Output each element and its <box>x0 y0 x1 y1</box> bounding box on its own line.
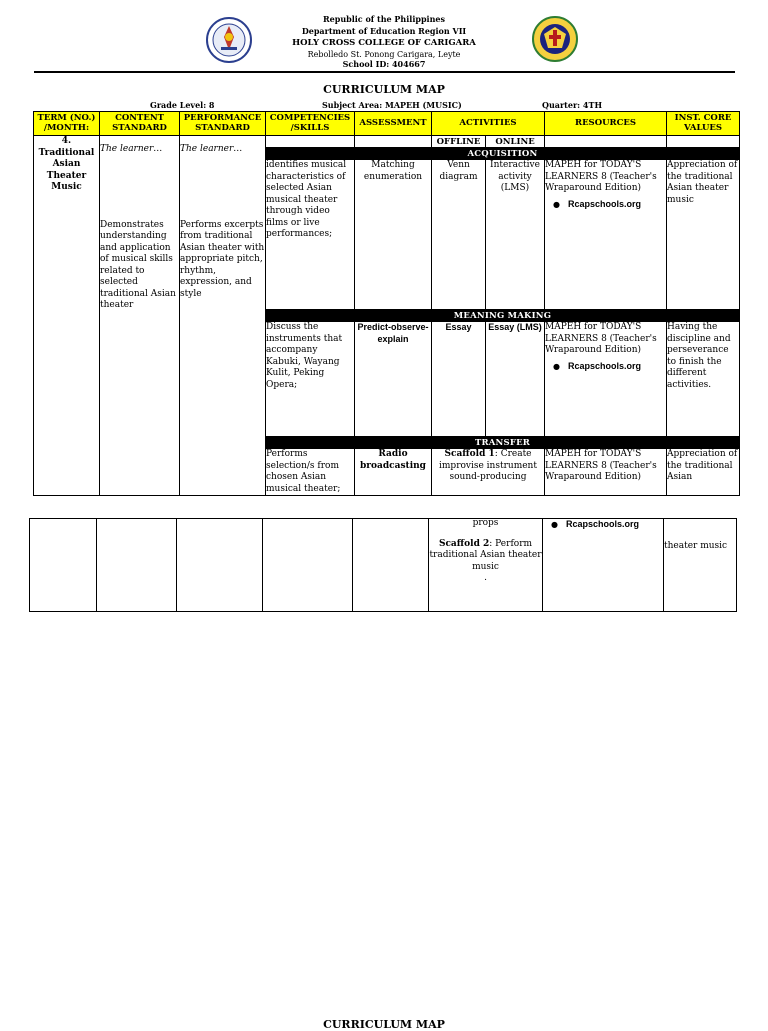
header-term: TERM (NO.) /MONTH: <box>34 112 100 136</box>
letterhead-divider <box>34 71 735 73</box>
blank-cell <box>545 136 667 148</box>
blank-cell <box>263 519 353 612</box>
blank-cell <box>30 519 97 612</box>
meaning-core-value: Having the discipline and perseverance to finish the different activities. <box>667 322 740 437</box>
header-resources: RESOURCES <box>545 112 667 136</box>
letterhead-school-name: HOLY CROSS COLLEGE OF CARIGARA <box>292 38 476 48</box>
continuation-table <box>29 518 737 612</box>
continuation-resource-link[interactable]: Rcapschools.org <box>565 519 639 529</box>
continuation-resource-item: ● Rcapschools.org <box>551 519 639 529</box>
page-title: CURRICULUM MAP <box>323 83 445 96</box>
acquisition-resource-item: ● Rcapschools.org <box>553 198 641 209</box>
transfer-competency: Performs selection/s from chosen Asian musical theater; <box>266 449 355 496</box>
header-performance-standard: PERFORMANCE STANDARD <box>180 112 266 136</box>
subheader-online: ONLINE <box>486 136 545 148</box>
blank-cell <box>353 519 429 612</box>
header-content-standard: CONTENT STANDARD <box>100 112 180 136</box>
blank-cell <box>177 519 263 612</box>
acquisition-core-value: Appreciation of the traditional Asian theater music <box>667 160 740 310</box>
meaning-resource-item: ● Rcapschools.org <box>553 360 641 371</box>
blank-cell <box>266 136 355 148</box>
content-standard-cell <box>100 136 180 496</box>
meaning-offline: Essay <box>432 322 486 437</box>
section-meaning-making: MEANING MAKING <box>266 310 740 322</box>
content-standard-text: Demonstrates understanding and application of musical skills related to selected traditional Asian theater <box>100 219 176 310</box>
header-core-values: INST. CORE VALUES <box>667 112 740 136</box>
performance-standard-intro: The learner… <box>180 144 243 154</box>
section-transfer: TRANSFER <box>266 437 740 449</box>
letterhead-address: Rebolledo St. Ponong Carigara, Leyte <box>307 50 461 59</box>
meaning-competency: Discuss the instruments that accompany Kabuki, Wayang Kulit, Peking Opera; <box>266 322 355 437</box>
subheader-offline: OFFLINE <box>432 136 486 148</box>
scaffold-1-text: : Create improvise instrument sound-producing <box>439 449 537 482</box>
acquisition-offline: Venn diagram <box>432 160 486 310</box>
continuation-end-mark: . <box>484 573 487 583</box>
performance-standard-cell <box>180 136 266 496</box>
transfer-resources: MAPEH for TODAY'S LEARNERS 8 (Teacher's Wraparound Edition) <box>545 449 667 496</box>
header-assessment: ASSESSMENT <box>355 112 432 136</box>
meaning-online: Essay (LMS) <box>486 322 545 437</box>
term-cell <box>34 136 100 496</box>
performance-standard-text: Performs excerpts from traditional Asian theater with appropriate pitch, rhythm, expression, and style <box>180 219 265 299</box>
meaning-resource-book: MAPEH for TODAY'S LEARNERS 8 (Teacher's Wraparound Edition) <box>545 322 657 355</box>
subject-area: Subject Area: MAPEH (MUSIC) <box>322 100 462 110</box>
acquisition-competency: identifies musical characteristics of selected Asian musical theater through video films or live performances; <box>266 160 355 310</box>
acquisition-resource-book: MAPEH for TODAY'S LEARNERS 8 (Teacher's Wraparound Edition) <box>545 160 657 193</box>
next-page-title: CURRICULUM MAP <box>323 1018 445 1031</box>
section-acquisition: ACQUISITION <box>266 148 740 160</box>
header-activities: ACTIVITIES <box>432 112 545 136</box>
continuation-core-value: theater music <box>664 519 737 612</box>
scaffold-2-text: : Perform traditional Asian theater music <box>429 538 542 572</box>
term-label: 4. Traditional Asian Theater Music <box>38 136 95 192</box>
grade-level: Grade Level: 8 <box>150 100 215 110</box>
content-standard-intro: The learner… <box>100 144 163 154</box>
meaning-resources <box>545 322 667 437</box>
continuation-props: props <box>472 518 499 528</box>
meaning-assessment: Predict-observe-explain <box>355 322 432 437</box>
transfer-core-value: Appreciation of the traditional Asian <box>667 449 740 496</box>
scaffold-2-label: Scaffold 2 <box>438 538 490 549</box>
transfer-assessment: Radio broadcasting <box>355 449 432 496</box>
quarter: Quarter: 4TH <box>542 100 602 110</box>
continuation-activities <box>429 519 543 612</box>
blank-cell <box>667 136 740 148</box>
blank-cell <box>355 136 432 148</box>
blank-cell <box>97 519 177 612</box>
transfer-activities <box>432 449 545 496</box>
acquisition-assessment: Matching enumeration <box>355 160 432 310</box>
continuation-resources <box>543 519 664 612</box>
curriculum-table <box>33 111 740 496</box>
acquisition-resources <box>545 160 667 310</box>
letterhead-school-id: School ID: 404667 <box>342 59 426 69</box>
letterhead-line-1: Republic of the Philippines <box>322 14 445 24</box>
scaffold-1-label: Scaffold 1 <box>444 449 495 459</box>
letterhead-line-2: Department of Education Region VII <box>301 26 467 36</box>
meaning-resource-link[interactable]: Rcapschools.org <box>567 360 641 371</box>
header-competencies: COMPETENCIES /SKILLS <box>266 112 355 136</box>
acquisition-online: Interactive activity (LMS) <box>486 160 545 310</box>
acquisition-resource-link[interactable]: Rcapschools.org <box>567 198 641 209</box>
